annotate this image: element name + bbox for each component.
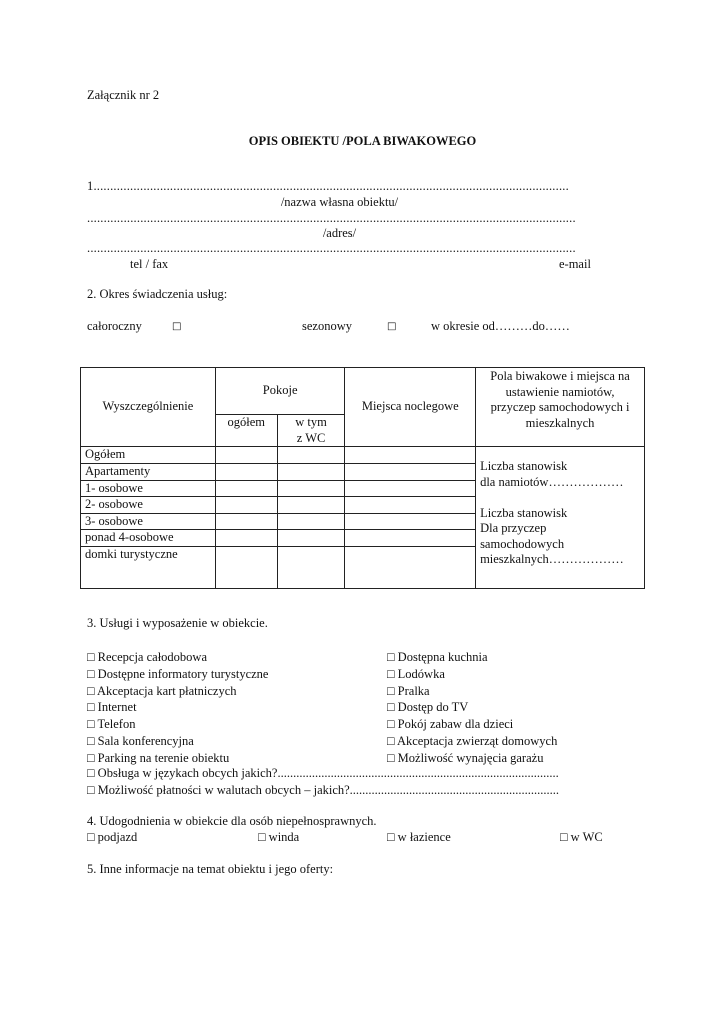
rooms-header: Pokoje [215, 368, 345, 415]
row-label: 3- osobowe [81, 513, 216, 530]
camp-header-line: przyczep samochodowych i [490, 400, 630, 415]
cell-input[interactable] [277, 447, 345, 464]
service-option[interactable]: □ Internet [87, 700, 137, 715]
service-option[interactable]: □ Lodówka [387, 666, 445, 681]
other-info-heading: 5. Inne informacje na temat obiektu i jego oferty: [87, 862, 334, 876]
camp-header-line: mieszkalnych [525, 415, 595, 430]
trailers-line: Liczba stanowisk [480, 505, 568, 520]
row-label: 1- osobowe [81, 480, 216, 497]
cell-input[interactable] [215, 447, 277, 464]
email-caption: e-mail [559, 257, 591, 271]
service-option[interactable]: □ Pokój zabaw dla dzieci [387, 717, 514, 732]
bathroom-option[interactable]: □ w łazience [387, 830, 451, 844]
elevator-option[interactable]: □ winda [258, 830, 300, 844]
currencies-option[interactable]: □ Możliwość płatności w walutach obcych – jakich?................................................................... [87, 783, 560, 797]
seasonal-checkbox[interactable]: □ [387, 321, 397, 332]
camp-spots-cell [476, 447, 645, 589]
cell-input[interactable] [345, 447, 476, 464]
services-heading: 3. Usługi i wyposażenie w obiekcie. [87, 616, 268, 630]
camp-header [476, 368, 645, 447]
cell-input[interactable] [345, 547, 476, 589]
service-option[interactable]: □ Dostępna kuchnia [387, 650, 488, 664]
cell-input[interactable] [345, 480, 476, 497]
cell-input[interactable] [277, 497, 345, 514]
rooms-wc-header-line: z WC [296, 430, 326, 445]
cell-input[interactable] [215, 530, 277, 547]
cell-input[interactable] [345, 463, 476, 480]
row-label: ponad 4-osobowe [81, 530, 216, 547]
object-name-caption: /nazwa własna obiektu/ [280, 195, 399, 209]
camp-header-line: Pola biwakowe i miejsca na [490, 369, 630, 383]
driveway-option[interactable]: □ podjazd [87, 830, 138, 844]
spec-header: Wyszczególnienie [81, 368, 216, 447]
cell-input[interactable] [345, 497, 476, 514]
trailers-line: samochodowych [480, 536, 565, 551]
service-option[interactable]: □ Telefon [87, 717, 136, 732]
year-round-label: całoroczny [87, 319, 142, 333]
rooms-wc-header [277, 415, 345, 447]
service-period-heading: 2. Okres świadczenia usług: [87, 287, 228, 301]
service-option[interactable]: □ Akceptacja zwierząt domowych [387, 733, 558, 748]
tents-line: dla namiotów……………… [480, 474, 624, 489]
services-left-column [87, 649, 268, 767]
cell-input[interactable] [215, 463, 277, 480]
cell-input[interactable] [277, 480, 345, 497]
object-name-field: 1............................................................................................................................................... [87, 179, 569, 193]
address-field: ................................................................................................................................................... [87, 211, 576, 225]
wc-option[interactable]: □ w WC [560, 830, 603, 844]
cell-input[interactable] [215, 480, 277, 497]
trailers-line: mieszkalnych……………… [480, 552, 624, 567]
cell-input[interactable] [277, 530, 345, 547]
rooms-total-header: ogółem [215, 415, 277, 447]
row-label: 2- osobowe [81, 497, 216, 514]
contact-field: ................................................................................................................................................... [87, 241, 576, 255]
service-option[interactable]: □ Możliwość wynajęcia garażu [387, 750, 544, 765]
year-round-checkbox[interactable]: □ [172, 321, 182, 332]
cell-input[interactable] [215, 497, 277, 514]
address-caption: /adres/ [322, 226, 357, 240]
services-right-column [387, 649, 557, 767]
cell-input[interactable] [277, 547, 345, 589]
rooms-wc-header-line: w tym [295, 415, 327, 429]
camp-header-line: ustawienie namiotów, [505, 384, 615, 399]
trailers-line: Dla przyczep [480, 521, 547, 536]
service-option[interactable]: □ Dostępne informatory turystyczne [87, 666, 269, 681]
tel-fax-caption: tel / fax [130, 257, 169, 271]
cell-input[interactable] [345, 513, 476, 530]
document-title: OPIS OBIEKTU /POLA BIWAKOWEGO [248, 134, 477, 148]
period-field: w okresie od………do…… [431, 319, 570, 333]
cell-input[interactable] [215, 513, 277, 530]
seasonal-label: sezonowy [302, 319, 352, 333]
cell-input[interactable] [345, 530, 476, 547]
row-label: Apartamenty [81, 463, 216, 480]
cell-input[interactable] [277, 513, 345, 530]
service-option[interactable]: □ Sala konferencyjna [87, 733, 194, 748]
service-option[interactable]: □ Pralka [387, 683, 430, 698]
tents-line: Liczba stanowisk [480, 459, 568, 474]
beds-header-text: Miejsca noclegowe [361, 399, 459, 414]
row-label: Ogółem [81, 447, 216, 464]
service-option[interactable]: □ Parking na terenie obiektu [87, 750, 230, 765]
service-option[interactable]: □ Dostęp do TV [387, 700, 469, 715]
cell-input[interactable] [277, 463, 345, 480]
service-option[interactable]: □ Recepcja całodobowa [87, 650, 207, 664]
cell-input[interactable] [215, 547, 277, 589]
accessibility-heading: 4. Udogodnienia w obiekcie dla osób niepełnosprawnych. [87, 814, 377, 828]
accommodation-table [80, 367, 645, 589]
row-label: domki turystyczne [81, 547, 216, 589]
beds-header [345, 368, 476, 447]
languages-option[interactable]: □ Obsługa w językach obcych jakich?.......................................................................................... [87, 766, 559, 780]
service-option[interactable]: □ Akceptacja kart płatniczych [87, 683, 237, 698]
annex-label: Załącznik nr 2 [87, 88, 160, 102]
